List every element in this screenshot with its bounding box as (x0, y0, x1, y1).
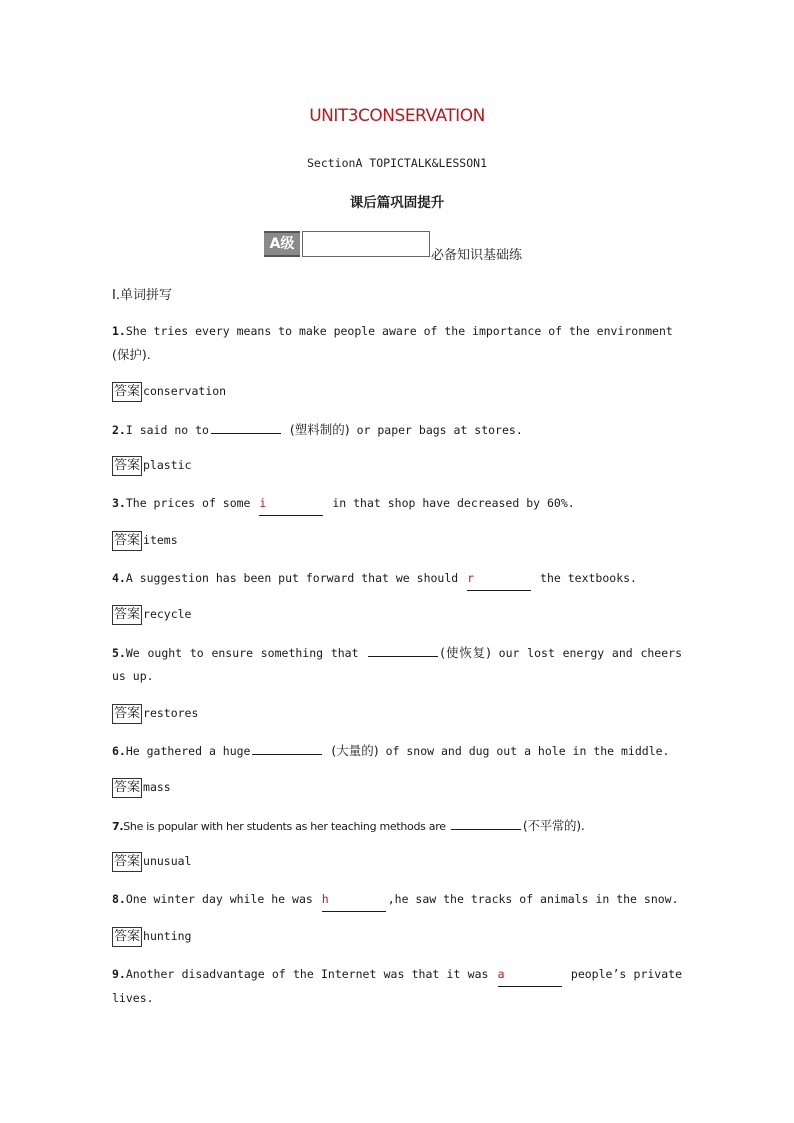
hint-blank (467, 567, 531, 591)
unit-title: UNIT3CONSERVATION (309, 106, 485, 126)
question-text: The prices of some (125, 496, 258, 510)
answer-blank (211, 420, 281, 434)
chinese-hint: (保护). (112, 347, 151, 362)
level-banner (264, 231, 564, 261)
answer-7 (112, 851, 191, 871)
question-number: 7. (112, 820, 124, 833)
answer-3 (112, 530, 178, 550)
hint-letter: r (467, 571, 475, 585)
chinese-hint: (塑料制的) (289, 422, 350, 437)
question-text-after: our lost energy and cheers us up. (112, 646, 683, 683)
answer-tag: 答案 (112, 531, 142, 551)
question-number: 2. (112, 423, 126, 437)
question-5 (112, 641, 682, 688)
answer-tag: 答案 (112, 927, 142, 947)
answer-tag: 答案 (112, 852, 142, 872)
question-text: A suggestion has been put forward that we should (125, 571, 466, 585)
answer-text: mass (143, 780, 171, 794)
question-text-after: or paper bags at stores. (349, 423, 523, 437)
question-text-after: of snow and dug out a hole in the middle. (378, 744, 670, 758)
answer-6 (112, 777, 171, 797)
question-text-after: people’s private lives. (112, 967, 683, 1005)
chinese-hint: (使恢复) (440, 645, 491, 660)
part-heading: Ⅰ.单词拼写 (112, 288, 172, 303)
question-number: 8. (112, 892, 126, 906)
answer-tag: 答案 (112, 704, 142, 724)
answer-text: recycle (143, 607, 192, 621)
answer-8 (112, 926, 191, 946)
question-text: One winter day while he was (125, 892, 320, 906)
question-text: We ought to ensure something that (125, 646, 367, 660)
question-text: She is popular with her students as her teaching methods are (123, 820, 449, 833)
question-text-after: ,he saw the tracks of animals in the snow. (387, 892, 679, 906)
answer-text: hunting (143, 929, 192, 943)
answer-text: conservation (143, 384, 227, 398)
answer-blank (252, 741, 322, 755)
answer-tag: 答案 (112, 778, 142, 798)
question-4 (112, 567, 682, 591)
question-text: Another disadvantage of the Internet was that it was (125, 967, 496, 981)
question-text-after: the textbooks. (533, 571, 637, 585)
question-number: 9. (112, 967, 126, 981)
answer-tag: 答案 (112, 382, 142, 402)
chinese-hint: (不平常的). (522, 818, 585, 833)
hint-blank (498, 963, 562, 987)
answer-blank (451, 816, 521, 830)
question-number: 6. (112, 744, 126, 758)
hint-letter: h (321, 892, 329, 906)
answer-blank (368, 643, 438, 657)
question-text: She tries every means to make people aware of the importance of the environment (125, 324, 673, 338)
level-text: 必备知识基础练 (431, 248, 523, 263)
question-text: He gathered a huge (125, 744, 251, 758)
question-9 (112, 963, 682, 1010)
hint-letter: a (497, 967, 505, 981)
question-1 (112, 320, 682, 367)
answer-1 (112, 381, 226, 401)
chinese-hint: (大量的) (331, 743, 379, 758)
answer-text: items (143, 533, 178, 547)
question-number: 5. (112, 646, 126, 660)
answer-5 (112, 703, 198, 723)
section-title: SectionA TOPICTALK&LESSON1 (306, 156, 487, 170)
question-number: 4. (112, 571, 126, 585)
answer-text: restores (143, 706, 199, 720)
question-number: 3. (112, 496, 126, 510)
answer-2 (112, 455, 191, 475)
question-text: I said no to (125, 423, 209, 437)
level-box (302, 231, 430, 257)
answer-text: plastic (143, 458, 192, 472)
hint-letter: i (259, 496, 267, 510)
level-badge: A级 (264, 231, 300, 257)
hint-blank (322, 888, 386, 912)
subheading: 课后篇巩固提升 (349, 195, 445, 211)
question-3 (112, 492, 682, 516)
answer-4 (112, 604, 191, 624)
question-text-after: in that shop have decreased by 60%. (325, 496, 575, 510)
question-8 (112, 888, 682, 912)
hint-blank (259, 492, 323, 516)
question-number: 1. (112, 324, 126, 338)
answer-tag: 答案 (112, 605, 142, 625)
answer-text: unusual (143, 854, 192, 868)
question-6 (112, 739, 682, 763)
question-7 (112, 814, 682, 838)
question-2 (112, 418, 682, 442)
answer-tag: 答案 (112, 456, 142, 476)
